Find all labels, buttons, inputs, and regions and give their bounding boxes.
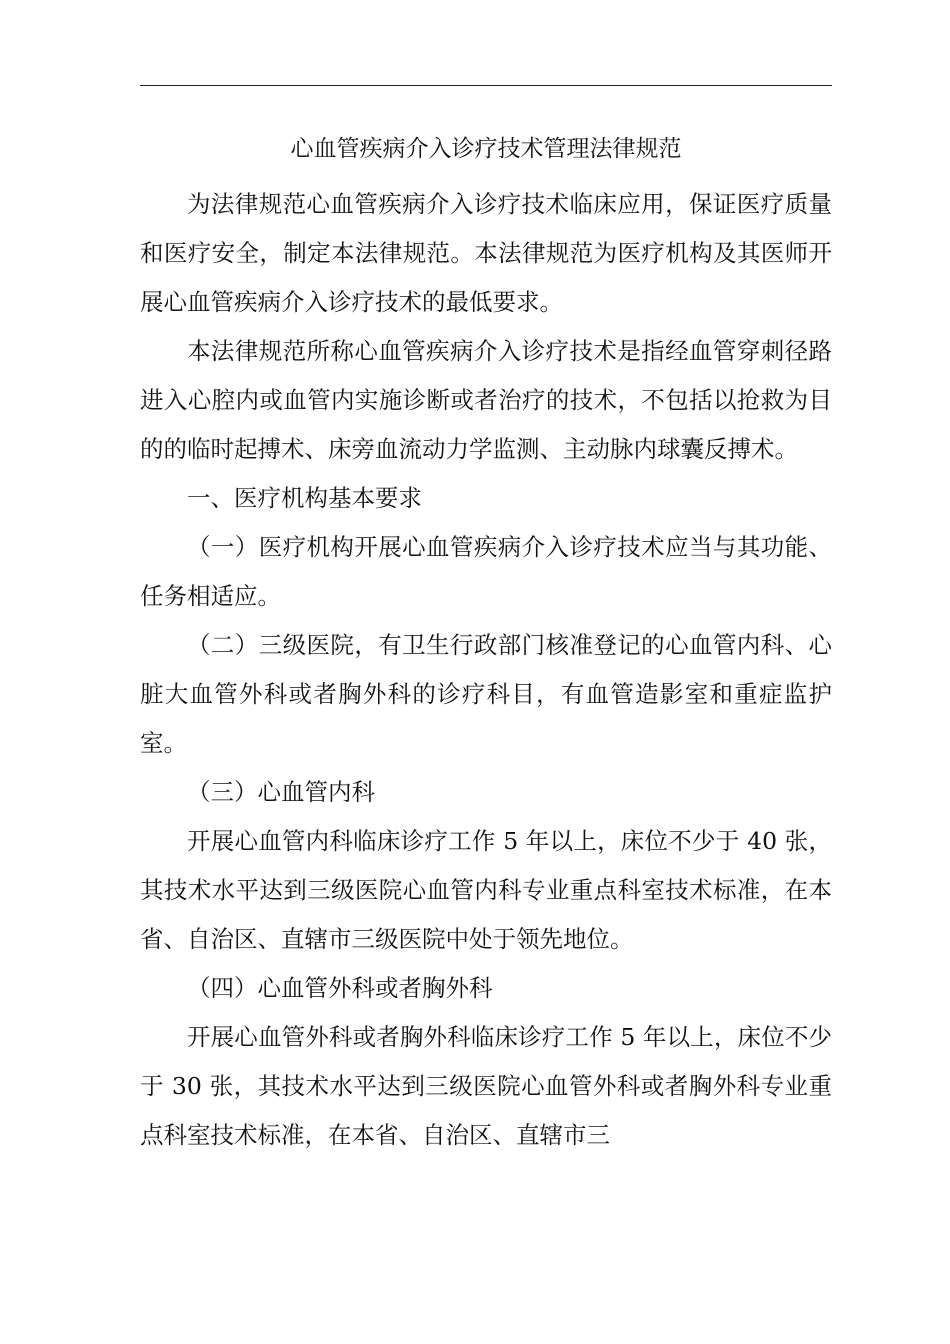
paragraph-definition: 本法律规范所称心血管疾病介入诊疗技术是指经血管穿刺径路进入心腔内或血管内实施诊断或者治疗的技术，不包括以抢救为目的的临时起搏术、床旁血流动力学监测、主动脉内球囊反搏术。 — [140, 337, 832, 463]
document-title: 心血管疾病介入诊疗技术管理法律规范 — [290, 136, 682, 162]
paragraph-cardiology-requirements: 开展心血管内科临床诊疗工作 5 年以上，床位不少于 40 张，其技术水平达到三级医院心血管内科专业重点科室技术标准，在本省、自治区、直辖市三级医院中处于领先地位。 — [140, 827, 832, 953]
subheading-cardiac-surgery: （四）心血管外科或者胸外科 — [187, 974, 493, 1002]
paragraph-item-1: （一）医疗机构开展心血管疾病介入诊疗技术应当与其功能、任务相适应。 — [140, 533, 832, 610]
header-rule — [140, 85, 832, 86]
section-heading-institution-requirements: 一、医疗机构基本要求 — [187, 484, 422, 512]
paragraph-cardiac-surgery-requirements: 开展心血管外科或者胸外科临床诊疗工作 5 年以上，床位不少于 30 张，其技术水平达到三级医院心血管外科或者胸外科专业重点科室技术标准，在本省、自治区、直辖市三 — [140, 1023, 832, 1149]
subheading-cardiology: （三）心血管内科 — [187, 778, 375, 806]
document-body — [140, 180, 832, 1160]
paragraph-purpose: 为法律规范心血管疾病介入诊疗技术临床应用，保证医疗质量和医疗安全，制定本法律规范。本法律规范为医疗机构及其医师开展心血管疾病介入诊疗技术的最低要求。 — [140, 190, 832, 316]
paragraph-item-2: （二）三级医院，有卫生行政部门核准登记的心血管内科、心脏大血管外科或者胸外科的诊疗科目，有血管造影室和重症监护室。 — [140, 631, 832, 757]
